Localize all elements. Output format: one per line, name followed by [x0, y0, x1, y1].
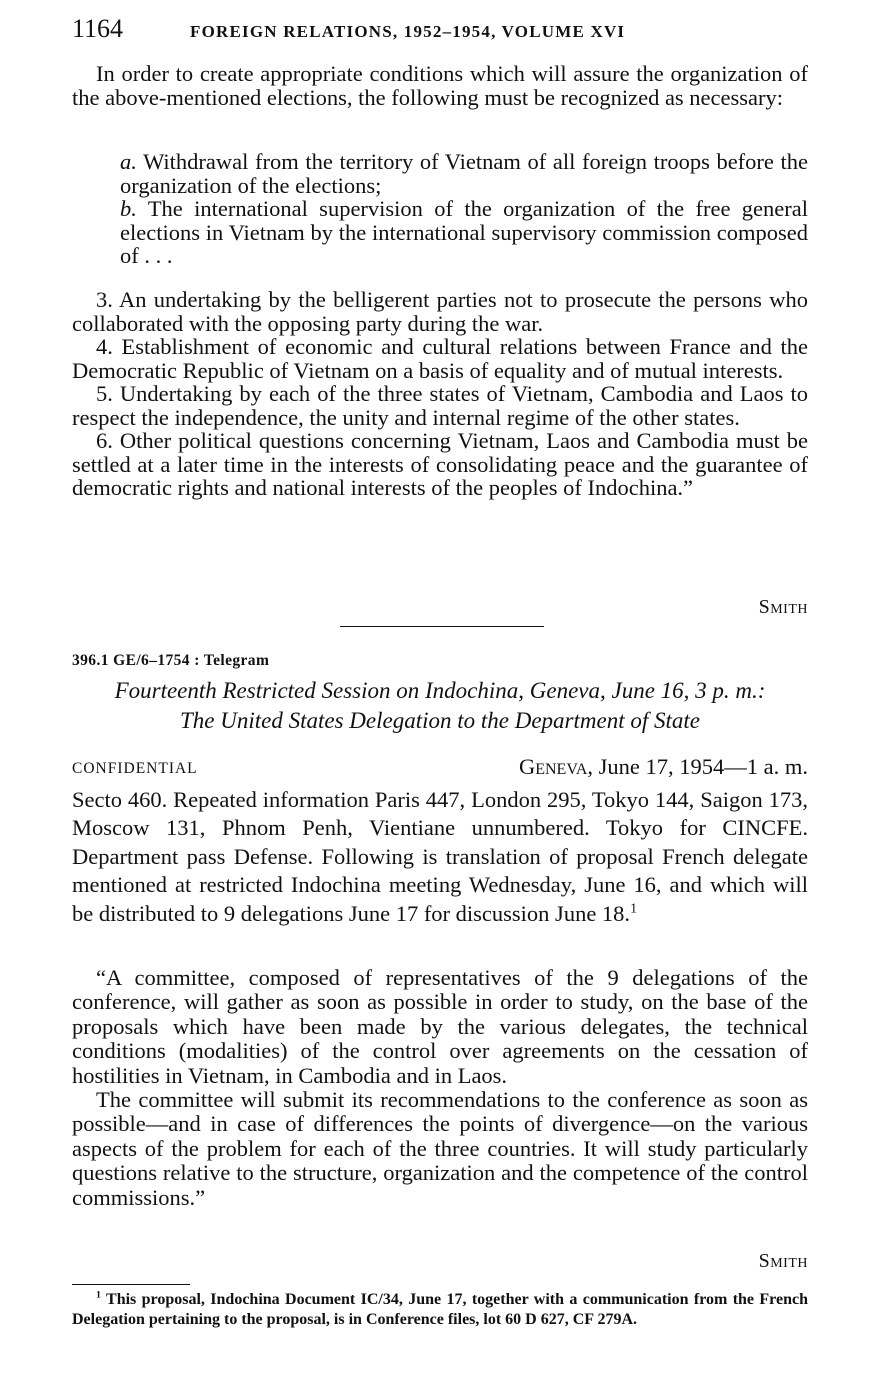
- section-divider: [340, 626, 544, 627]
- condition-label-b: b.: [120, 196, 137, 221]
- telegram-body-block: [72, 786, 808, 928]
- intro-paragraph: In order to create appropriate conditions which will assure the organization of the above-mentioned elections, the following must be recognized as necessary:: [72, 61, 808, 110]
- conditions-list: [72, 150, 808, 268]
- point-3: 3. An undertaking by the belligerent parties not to prosecute the persons who collaborated with the opposing party during the war.: [72, 287, 808, 336]
- heading-line-1: Fourteenth Restricted Session on Indochina, Geneva, June 16, 3 p. m.:: [114, 678, 766, 703]
- heading-line-2: The United States Delegation to the Department of State: [180, 708, 700, 733]
- page-header: [72, 14, 812, 48]
- intro-block: [72, 62, 808, 109]
- signature-smith-1: Smith: [758, 596, 808, 618]
- condition-label-a: a.: [120, 149, 137, 174]
- document-heading: [72, 676, 808, 736]
- points-list: [72, 288, 808, 500]
- quote-block: [72, 966, 808, 1210]
- page-number: 1164: [72, 14, 124, 43]
- telegram-body-text: Secto 460. Repeated information Paris 447, London 295, Tokyo 144, Saigon 173, Moscow 131, Phnom Penh, Vientiane unnumbered. Tokyo for CINCFE. Department pass Defense. Following is translation of proposal French delegate mentioned at restricted Indochina meeting Wednesday, June 16, and which will be distributed to 9 delegations June 17 for discussion June 18.: [72, 787, 808, 926]
- footnote-ref: 1: [630, 901, 638, 917]
- condition-item-b: [72, 197, 808, 268]
- point-4: 4. Establishment of economic and cultural relations between France and the Democratic Republic of Vietnam on a basis of equality and of mutual interests.: [72, 334, 808, 383]
- condition-text-a: Withdrawal from the territory of Vietnam of all foreign troops before the organization of the elections;: [120, 149, 809, 198]
- classification: CONFIDENTIAL: [72, 760, 198, 777]
- footnote-paragraph: [72, 1290, 808, 1329]
- dateline: [519, 754, 808, 780]
- signature-smith-2: Smith: [758, 1250, 808, 1272]
- running-title: FOREIGN RELATIONS, 1952–1954, VOLUME XVI: [190, 22, 626, 41]
- footnote-divider: [72, 1284, 190, 1285]
- point-5: 5. Undertaking by each of the three states of Vietnam, Cambodia and Laos to respect the independence, the unity and internal regime of the other states.: [72, 381, 808, 430]
- condition-item-a: [72, 150, 808, 197]
- telegram-body: [72, 786, 808, 928]
- dateline-place: Geneva: [518, 754, 588, 779]
- quote-paragraph-2: The committee will submit its recommendations to the conference as soon as possible—and in case of differences the points of divergence—on the various aspects of the problem for each of the three countries. It will study particularly questions relative to the structure, organization and the competence of the control commissions.”: [72, 1087, 808, 1210]
- quote-paragraph-1: “A committee, composed of representatives of the 9 delegations of the conference, will gather as soon as possible in order to study, on the base of the proposals which have been made by the various delegates, the technical conditions (modalities) of the control over agreements on the cessation of hostilities in Vietnam, in Cambodia and in Laos.: [72, 965, 808, 1088]
- footnote-text: This proposal, Indochina Document IC/34, June 17, together with a communication from the French Delegation pertaining to the proposal, is in Conference files, lot 60 D 627, CF 279A.: [72, 1291, 808, 1328]
- point-6: 6. Other political questions concerning Vietnam, Laos and Cambodia must be settled at a later time in the interests of consolidating peace and the guarantee of democratic rights and national interests of the peoples of Indochina.”: [72, 428, 808, 500]
- condition-text-b: The international supervision of the organization of the free general elections in Vietnam by the international supervisory commission composed of . . .: [120, 196, 808, 268]
- footnote-marker: 1: [96, 1289, 101, 1301]
- file-reference: 396.1 GE/6–1754 : Telegram: [72, 652, 270, 669]
- footnote: [72, 1290, 808, 1329]
- dateline-date: , June 17, 1954—1 a. m.: [587, 754, 808, 779]
